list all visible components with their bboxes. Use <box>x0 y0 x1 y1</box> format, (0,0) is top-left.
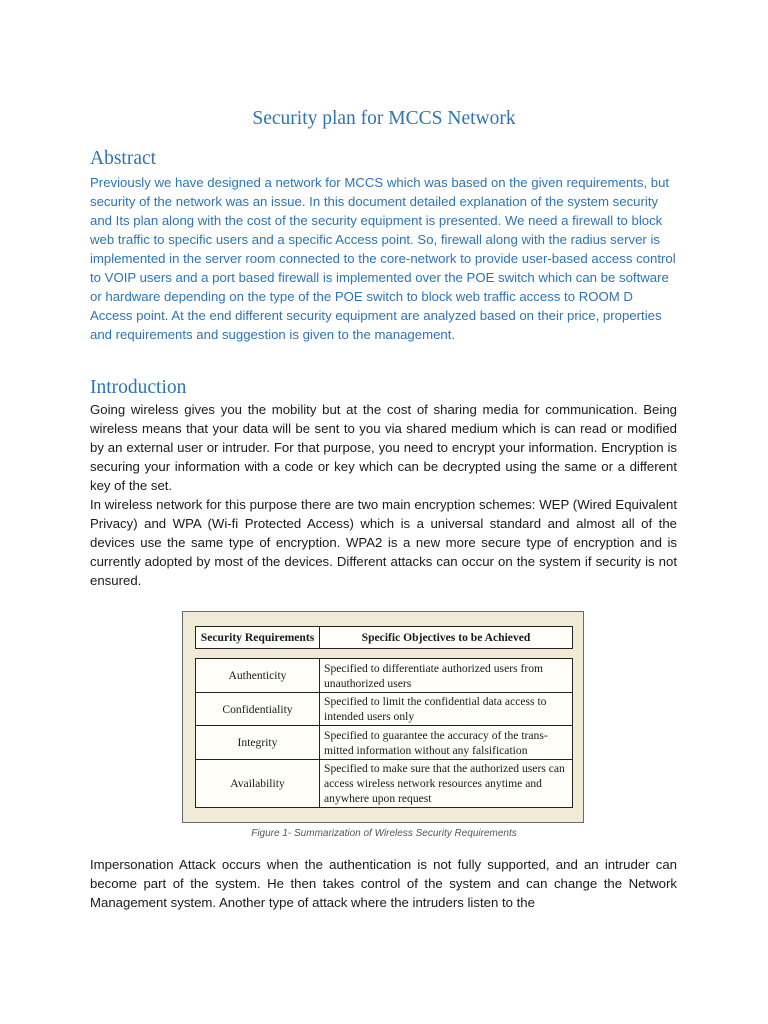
objective-cell: Specified to make sure that the authorized users can access wireless network resources anytime and anywhere upon request <box>320 760 573 808</box>
objective-cell: Specified to differentiate authorized users from unauthorized users <box>320 659 573 693</box>
figure-header-table <box>195 626 573 649</box>
objective-cell: Specified to limit the confidential data access to intended users only <box>320 693 573 726</box>
figure-caption: Figure 1- Summarization of Wireless Security Requirements <box>251 828 517 839</box>
impersonation-text <box>90 855 677 912</box>
table-row <box>196 726 573 760</box>
introduction-text <box>90 400 677 590</box>
table-row <box>196 760 573 808</box>
header-security-requirements: Security Requirements <box>196 627 320 649</box>
requirement-cell: Availability <box>196 760 320 808</box>
requirement-cell: Confidentiality <box>196 693 320 726</box>
introduction-heading: Introduction <box>90 377 187 398</box>
introduction-paragraph: In wireless network for this purpose there are two main encryption schemes: WEP (Wired Equivalent Privacy) and WPA (Wi-fi Protected Access) which is a universal standard and almost all of the devices use the same type of encryption. WPA2 is a new more secure type of encryption and is currently adopted by most of the devices. Different attacks can occur on the system if security is not ensured. <box>90 497 677 588</box>
abstract-text: Previously we have designed a network for MCCS which was based on the given requirements, but security of the network was an issue. In this document detailed explanation of the system security and Its plan along with the cost of the security equipment is presented. We need a firewall to block web traffic to specific users and a specific Access point. So, firewall along with the radius server is implemented in the server room connected to the core-network to provide user-based access control to VOIP users and a port based firewall is implemented over the POE switch which can be software or hardware depending on the type of the POE switch to block web traffic access to ROOM D Access point. At the end different security equipment are analyzed based on their price, properties and requirements and suggestion is given to the management. <box>90 175 676 342</box>
abstract-heading: Abstract <box>90 148 157 169</box>
header-specific-objectives: Specific Objectives to be Achieved <box>320 627 573 649</box>
table-row <box>196 659 573 693</box>
document-title: Security plan for MCCS Network <box>252 108 516 129</box>
figure-body-table <box>195 658 573 808</box>
security-requirements-figure <box>182 611 584 823</box>
table-row <box>196 693 573 726</box>
requirement-cell: Authenticity <box>196 659 320 693</box>
objective-cell: Specified to guarantee the accuracy of the trans-mitted information without any falsification <box>320 726 573 760</box>
introduction-paragraph: Going wireless gives you the mobility but at the cost of sharing media for communication. Being wireless means that your data will be sent to you via shared medium which is can read or modified by an external user or intruder. For that purpose, you need to encrypt your information. Encryption is securing your information with a code or key which can be decrypted using the same or a different key of the set. <box>90 402 677 493</box>
impersonation-paragraph: Impersonation Attack occurs when the authentication is not fully supported, and an intruder can become part of the system. He then takes control of the system and can change the Network Management system. Another type of attack where the intruders listen to the <box>90 857 677 910</box>
requirement-cell: Integrity <box>196 726 320 760</box>
